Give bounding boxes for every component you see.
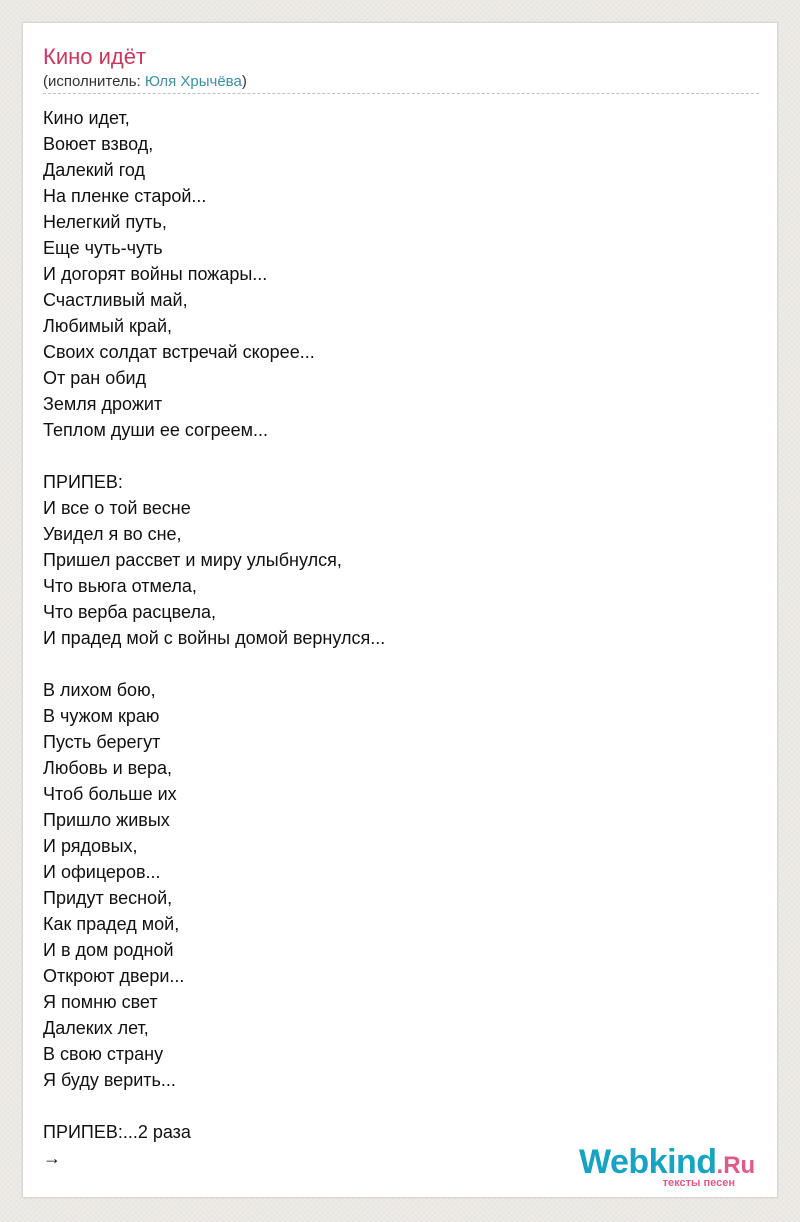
lyric-line: Я помню свет [43, 992, 158, 1012]
lyric-line: Нелегкий путь, [43, 212, 167, 232]
lyric-line: Пришел рассвет и миру улыбнулся, [43, 550, 342, 570]
lyric-line: Придут весной, [43, 888, 173, 908]
lyric-line: Кино идет, [43, 108, 130, 128]
lyric-line: Увидел я во сне, [43, 524, 182, 544]
logo-tld: .Ru [716, 1152, 756, 1179]
artist-suffix: ) [241, 73, 247, 90]
outro-line: ПРИПЕВ:...2 раза [43, 1122, 191, 1142]
lyric-line: Чтоб больше их [43, 784, 177, 804]
lyric-line: И в дом родной [43, 940, 174, 960]
lyric-line: Что верба расцвела, [43, 602, 216, 622]
lyric-line: И догорят войны пожары... [43, 264, 268, 284]
lyric-line: На пленке старой... [43, 186, 207, 206]
stanza-gap [43, 651, 759, 677]
lyric-line: Что вьюга отмела, [43, 576, 197, 596]
lyric-line: Еще чуть-чуть [43, 238, 163, 258]
stanza-gap [43, 443, 759, 469]
logo-subtitle: тексты песен [662, 1177, 735, 1189]
chorus-label: ПРИПЕВ: [43, 472, 123, 492]
lyric-line: От ран обид [43, 368, 147, 388]
lyric-line: Теплом души ее согреем... [43, 420, 269, 440]
artist-link[interactable]: Юля Хрычёва [144, 73, 242, 90]
lyric-line: Своих солдат встречай скорее... [43, 342, 315, 362]
artist-line [43, 73, 759, 94]
next-arrow-icon[interactable]: → [43, 1148, 61, 1168]
lyric-line: Я буду верить... [43, 1070, 176, 1090]
webkind-logo [579, 1143, 769, 1189]
lyric-line: Воюет взвод, [43, 134, 154, 154]
lyric-line: Откроют двери... [43, 966, 185, 986]
lyric-line: Земля дрожит [43, 394, 163, 414]
lyric-line: Далеких лет, [43, 1018, 149, 1038]
lyric-line: Счастливый май, [43, 290, 188, 310]
lyric-line: Пусть берегут [43, 732, 161, 752]
lyric-line: В свою страну [43, 1044, 164, 1064]
lyrics-card [22, 22, 778, 1198]
stanza-gap [43, 1093, 759, 1119]
lyrics-text [43, 105, 759, 1171]
lyric-line: И рядовых, [43, 836, 138, 856]
lyric-line: Любимый край, [43, 316, 172, 336]
logo-main-text: Webkind [579, 1143, 717, 1181]
artist-prefix: (исполнитель: [43, 73, 145, 90]
song-title: Кино идёт [43, 44, 147, 69]
lyric-line: В лихом бою, [43, 680, 156, 700]
lyric-line: Далекий год [43, 160, 145, 180]
lyric-line: Пришло живых [43, 810, 170, 830]
lyric-line: Как прадед мой, [43, 914, 180, 934]
lyric-line: Любовь и вера, [43, 758, 173, 778]
lyric-line: И все о той весне [43, 498, 191, 518]
lyric-line: И прадед мой с войны домой вернулся... [43, 628, 386, 648]
lyric-line: В чужом краю [43, 706, 160, 726]
lyric-line: И офицеров... [43, 862, 161, 882]
